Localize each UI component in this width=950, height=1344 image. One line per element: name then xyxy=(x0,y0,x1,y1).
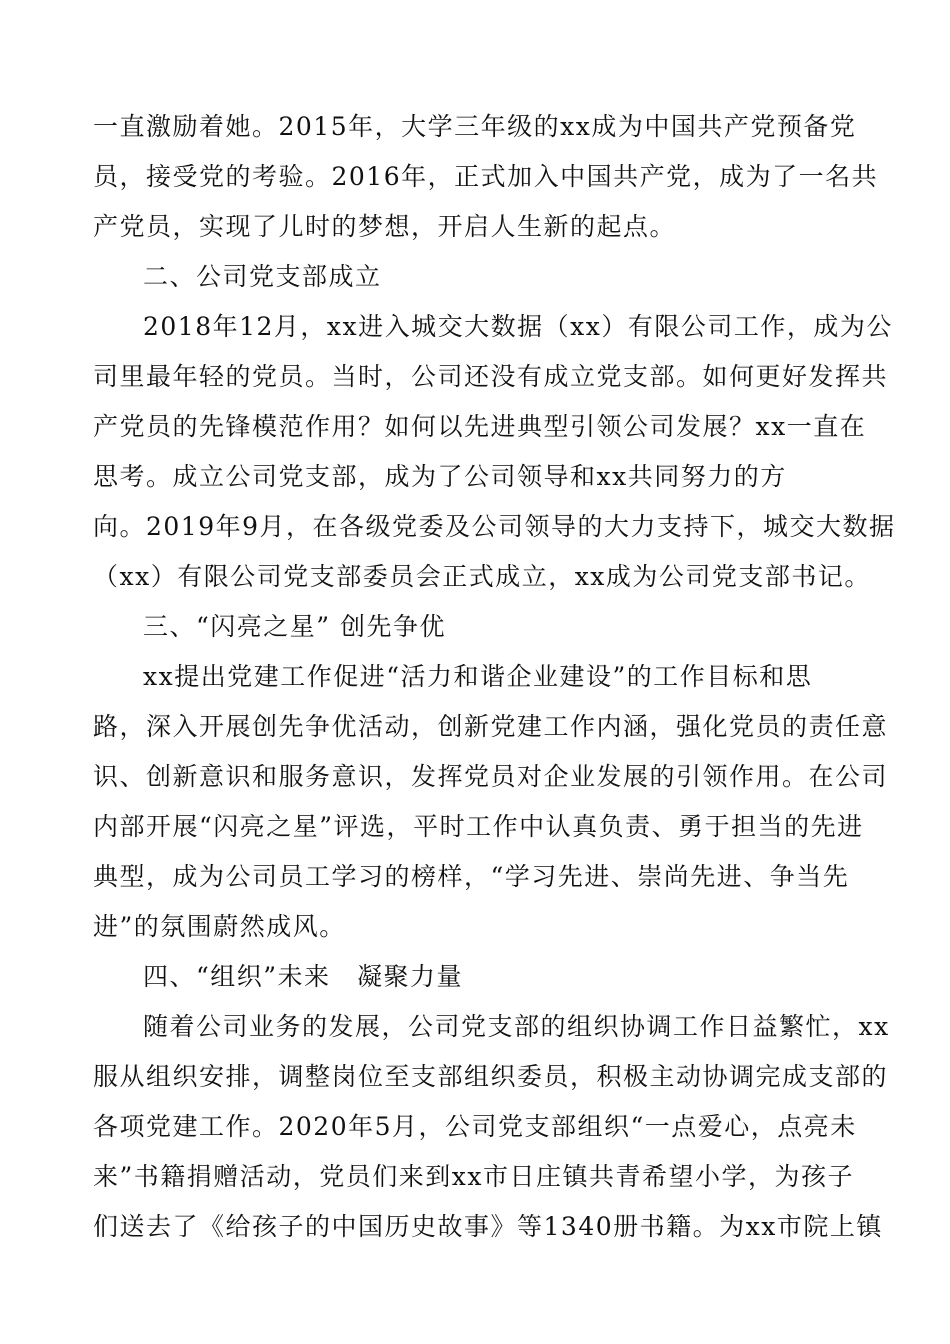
section-heading-2: 二、公司党支部成立 xyxy=(143,262,382,291)
section-heading-4: 四、“组织”未来 凝聚力量 xyxy=(143,962,464,991)
text-line: 识、创新意识和服务意识，发挥党员对企业发展的引领作用。在公司 xyxy=(93,762,889,791)
text-line: 内部开展“闪亮之星”评选，平时工作中认真负责、勇于担当的先进 xyxy=(93,812,864,841)
text-line: xx提出党建工作促进“活力和谐企业建设”的工作目标和思 xyxy=(143,662,813,691)
text-line: 典型，成为公司员工学习的榜样，“学习先进、崇尚先进、争当先 xyxy=(93,862,850,891)
text-line: 思考。成立公司党支部，成为了公司领导和xx共同努力的方 xyxy=(93,462,787,491)
text-line: 司里最年轻的党员。当时，公司还没有成立党支部。如何更好发挥共 xyxy=(93,362,889,391)
text-line: 路，深入开展创先争优活动，创新党建工作内涵，强化党员的责任意 xyxy=(93,712,889,741)
section-heading-3: 三、“闪亮之星” 创先争优 xyxy=(143,612,447,641)
text-line: 一直激励着她。2015年，大学三年级的xx成为中国共产党预备党 xyxy=(93,112,857,141)
text-line: 们送去了《给孩子的中国历史故事》等1340册书籍。为xx市院上镇 xyxy=(93,1212,883,1241)
text-line: 服从组织安排，调整岗位至支部组织委员，积极主动协调完成支部的 xyxy=(93,1062,889,1091)
text-line: 2018年12月，xx进入城交大数据（xx）有限公司工作，成为公 xyxy=(143,312,893,341)
text-line: 向。2019年9月，在各级党委及公司领导的大力支持下，城交大数据 xyxy=(93,512,896,541)
text-line: 产党员，实现了儿时的梦想，开启人生新的起点。 xyxy=(93,212,677,241)
text-line: 产党员的先锋模范作用？如何以先进典型引领公司发展？xx一直在 xyxy=(93,412,867,441)
text-line: 各项党建工作。2020年5月，公司党支部组织“一点爱心，点亮未 xyxy=(93,1112,857,1141)
text-line: 来”书籍捐赠活动，党员们来到xx市日庄镇共青希望小学，为孩子 xyxy=(93,1162,854,1191)
text-line: （xx）有限公司党支部委员会正式成立，xx成为公司党支部书记。 xyxy=(93,562,871,591)
text-line: 随着公司业务的发展，公司党支部的组织协调工作日益繁忙，xx xyxy=(143,1012,890,1041)
text-line: 员，接受党的考验。2016年，正式加入中国共产党，成为了一名共 xyxy=(93,162,879,191)
text-line: 进”的氛围蔚然成风。 xyxy=(93,912,346,941)
